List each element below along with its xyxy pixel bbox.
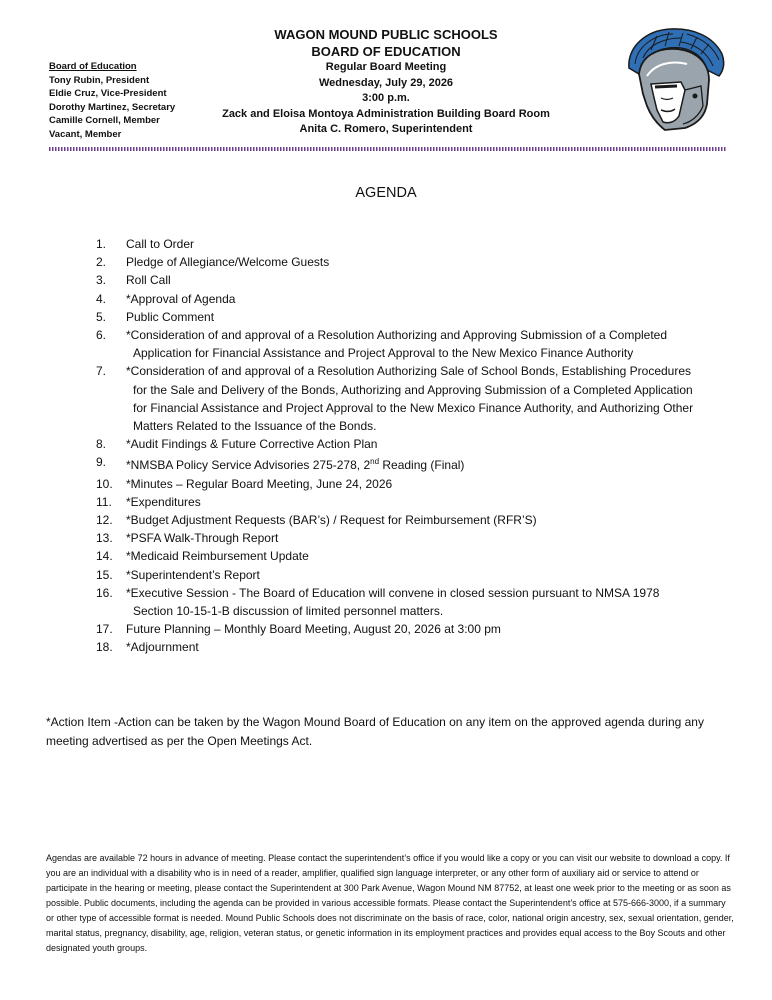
item-number: 1. — [96, 237, 107, 251]
item-line: *Approval of Agenda — [126, 291, 236, 306]
item-number: 2. — [96, 255, 107, 270]
board-members-block — [49, 60, 175, 141]
agenda-item — [96, 529, 746, 547]
agenda-item — [96, 235, 746, 253]
agenda-item — [96, 271, 746, 289]
agenda-item — [96, 475, 746, 493]
item-number: 6. — [96, 328, 107, 343]
item-text — [126, 253, 746, 271]
item-line: for Financial Assistance and Project Approval to the New Mexico Finance Authority, and Authorizing Other — [133, 400, 694, 415]
item-number: 18. — [96, 640, 113, 655]
item-number: 14. — [96, 549, 113, 564]
item-text — [126, 308, 746, 326]
agenda-item — [96, 308, 746, 326]
item-number: 12. — [96, 513, 113, 528]
item-text — [126, 529, 746, 547]
item-line: Section 10-15-1-B discussion of limited personnel matters. — [133, 604, 444, 619]
item-number: 11. — [96, 494, 112, 509]
item-number: 7. — [96, 364, 107, 379]
school-name: WAGON MOUND PUBLIC SCHOOLS — [274, 27, 498, 42]
board-name: BOARD OF EDUCATION — [311, 44, 461, 59]
item-text — [126, 362, 746, 435]
agenda-item — [96, 566, 746, 584]
spartan-helmet-logo — [621, 24, 729, 136]
item-number: 8. — [96, 437, 107, 452]
item-line: Roll Call — [126, 273, 171, 288]
agenda-item — [96, 547, 746, 565]
item-line: Matters Related to the Issuance of the Bonds. — [133, 419, 377, 434]
meeting-location: Zack and Eloisa Montoya Administration Building Board Room — [222, 107, 550, 120]
item-line: *Minutes – Regular Board Meeting, June 24, 2026 — [126, 476, 393, 491]
board-member: Eldie Cruz, Vice-President — [49, 88, 167, 99]
board-member: Camille Cornell, Member — [49, 115, 160, 126]
board-member: Vacant, Member — [49, 128, 122, 140]
item-line: for the Sale and Delivery of the Bonds, Authorizing and Approving Submission of a Completed Application — [133, 382, 693, 397]
item-line: Application for Financial Assistance and Project Approval to the New Mexico Finance Authority — [133, 346, 634, 361]
item-text — [126, 620, 746, 638]
item-number: 13. — [96, 531, 113, 546]
agenda-item — [96, 493, 746, 511]
item-line: Future Planning – Monthly Board Meeting, August 20, 2026 at 3:00 pm — [126, 622, 501, 637]
item-number: 4. — [96, 291, 107, 306]
item-line: *Medicaid Reimbursement Update — [126, 549, 309, 564]
item-text — [126, 493, 746, 511]
item-text — [126, 435, 746, 453]
agenda-list — [96, 235, 746, 657]
agenda-item — [96, 620, 746, 638]
item-line: *Consideration of and approval of a Resolution Authorizing Sale of School Bonds, Establishing Procedures — [126, 364, 692, 379]
item-number: 15. — [96, 567, 113, 582]
board-member: Dorothy Martinez, Secretary — [49, 101, 176, 113]
agenda-item — [96, 362, 746, 435]
item-number: 3. — [96, 273, 107, 288]
agenda-item — [96, 253, 746, 271]
agenda-item — [96, 638, 746, 656]
agenda-item — [96, 290, 746, 308]
agenda-item — [96, 326, 746, 362]
item-line: *Consideration of and approval of a Resolution Authorizing and Approving Submission of a Completed — [126, 328, 668, 343]
item-number: 16. — [96, 585, 113, 600]
agenda-item — [96, 435, 746, 453]
item-text — [126, 271, 746, 289]
superintendent: Anita C. Romero, Superintendent — [299, 123, 473, 135]
item-line: *NMSBA Policy Service Advisories 275-278, 2nd Reading (Final) — [126, 457, 465, 473]
item-line: *PSFA Walk-Through Report — [126, 531, 279, 546]
item-text — [126, 475, 746, 493]
item-text — [126, 584, 746, 620]
agenda-title: AGENDA — [355, 185, 417, 201]
item-line: Pledge of Allegiance/Welcome Guests — [126, 255, 330, 270]
item-text — [126, 566, 746, 584]
item-line: Public Comment — [126, 309, 215, 324]
item-line: Call to Order — [126, 237, 195, 251]
board-member: Tony Rubin, President — [49, 74, 150, 86]
letterhead — [190, 26, 582, 138]
meeting-date: Wednesday, July 29, 2026 — [318, 76, 454, 89]
header-divider — [49, 147, 726, 151]
item-line: *Audit Findings & Future Corrective Action Plan — [126, 437, 378, 452]
item-text — [126, 326, 746, 362]
item-text — [126, 453, 746, 474]
meeting-time: 3:00 p.m. — [362, 92, 410, 104]
action-item-note: *Action Item -Action can be taken by the Wagon Mound Board of Education on any item on the approved agenda during any meeting advertised as per the Open Meetings Act. — [46, 715, 704, 748]
item-text — [126, 290, 746, 308]
item-line: *Executive Session - The Board of Education will convene in closed session pursuant to NMSA 1978 — [126, 585, 660, 600]
meeting-type: Regular Board Meeting — [325, 61, 447, 73]
agenda-item — [96, 584, 746, 620]
item-text — [126, 235, 746, 253]
board-title: Board of Education — [49, 61, 137, 72]
accessibility-notice: Agendas are available 72 hours in advance of meeting. Please contact the superintendent’s office if you would like a copy or you can visit our website to download a copy. If you are an individual with a disability who is in need of a reader, amplifier, qualified sign language interpreter, or any other form of auxiliary aid or service to attend or participate in the hearing or meeting, please contact the Superintendent at 300 Park Avenue, Wagon Mound NM 87752, at least one week prior to the meeting or as soon as possible. Public documents, including the agenda can be provided in various accessible formats. Please contact the Superintendent’s office at 575-666-3000, if a summary or other type of accessible format is needed. Mound Public Schools does not discriminate on the basis of race, color, national origin ancestry, sex, sexual orientation, gender, marital status, pregnancy, disability, age, religion, veteran status, or genetic information in its employment practices and provides equal access to the Boy Scouts and other designated youth groups. — [46, 853, 734, 953]
item-text — [126, 638, 746, 656]
item-number: 17. — [96, 622, 113, 637]
item-number: 9. — [96, 455, 107, 470]
item-text — [126, 511, 746, 529]
item-number: 5. — [96, 309, 107, 324]
item-number: 10. — [96, 476, 113, 491]
agenda-item — [96, 511, 746, 529]
item-text — [126, 547, 746, 565]
item-line: *Expenditures — [126, 494, 201, 509]
item-line: *Superintendent’s Report — [126, 567, 260, 582]
item-line: *Budget Adjustment Requests (BAR’s) / Request for Reimbursement (RFR’S) — [126, 513, 537, 528]
item-line: *Adjournment — [126, 640, 199, 655]
agenda-item — [96, 453, 746, 474]
